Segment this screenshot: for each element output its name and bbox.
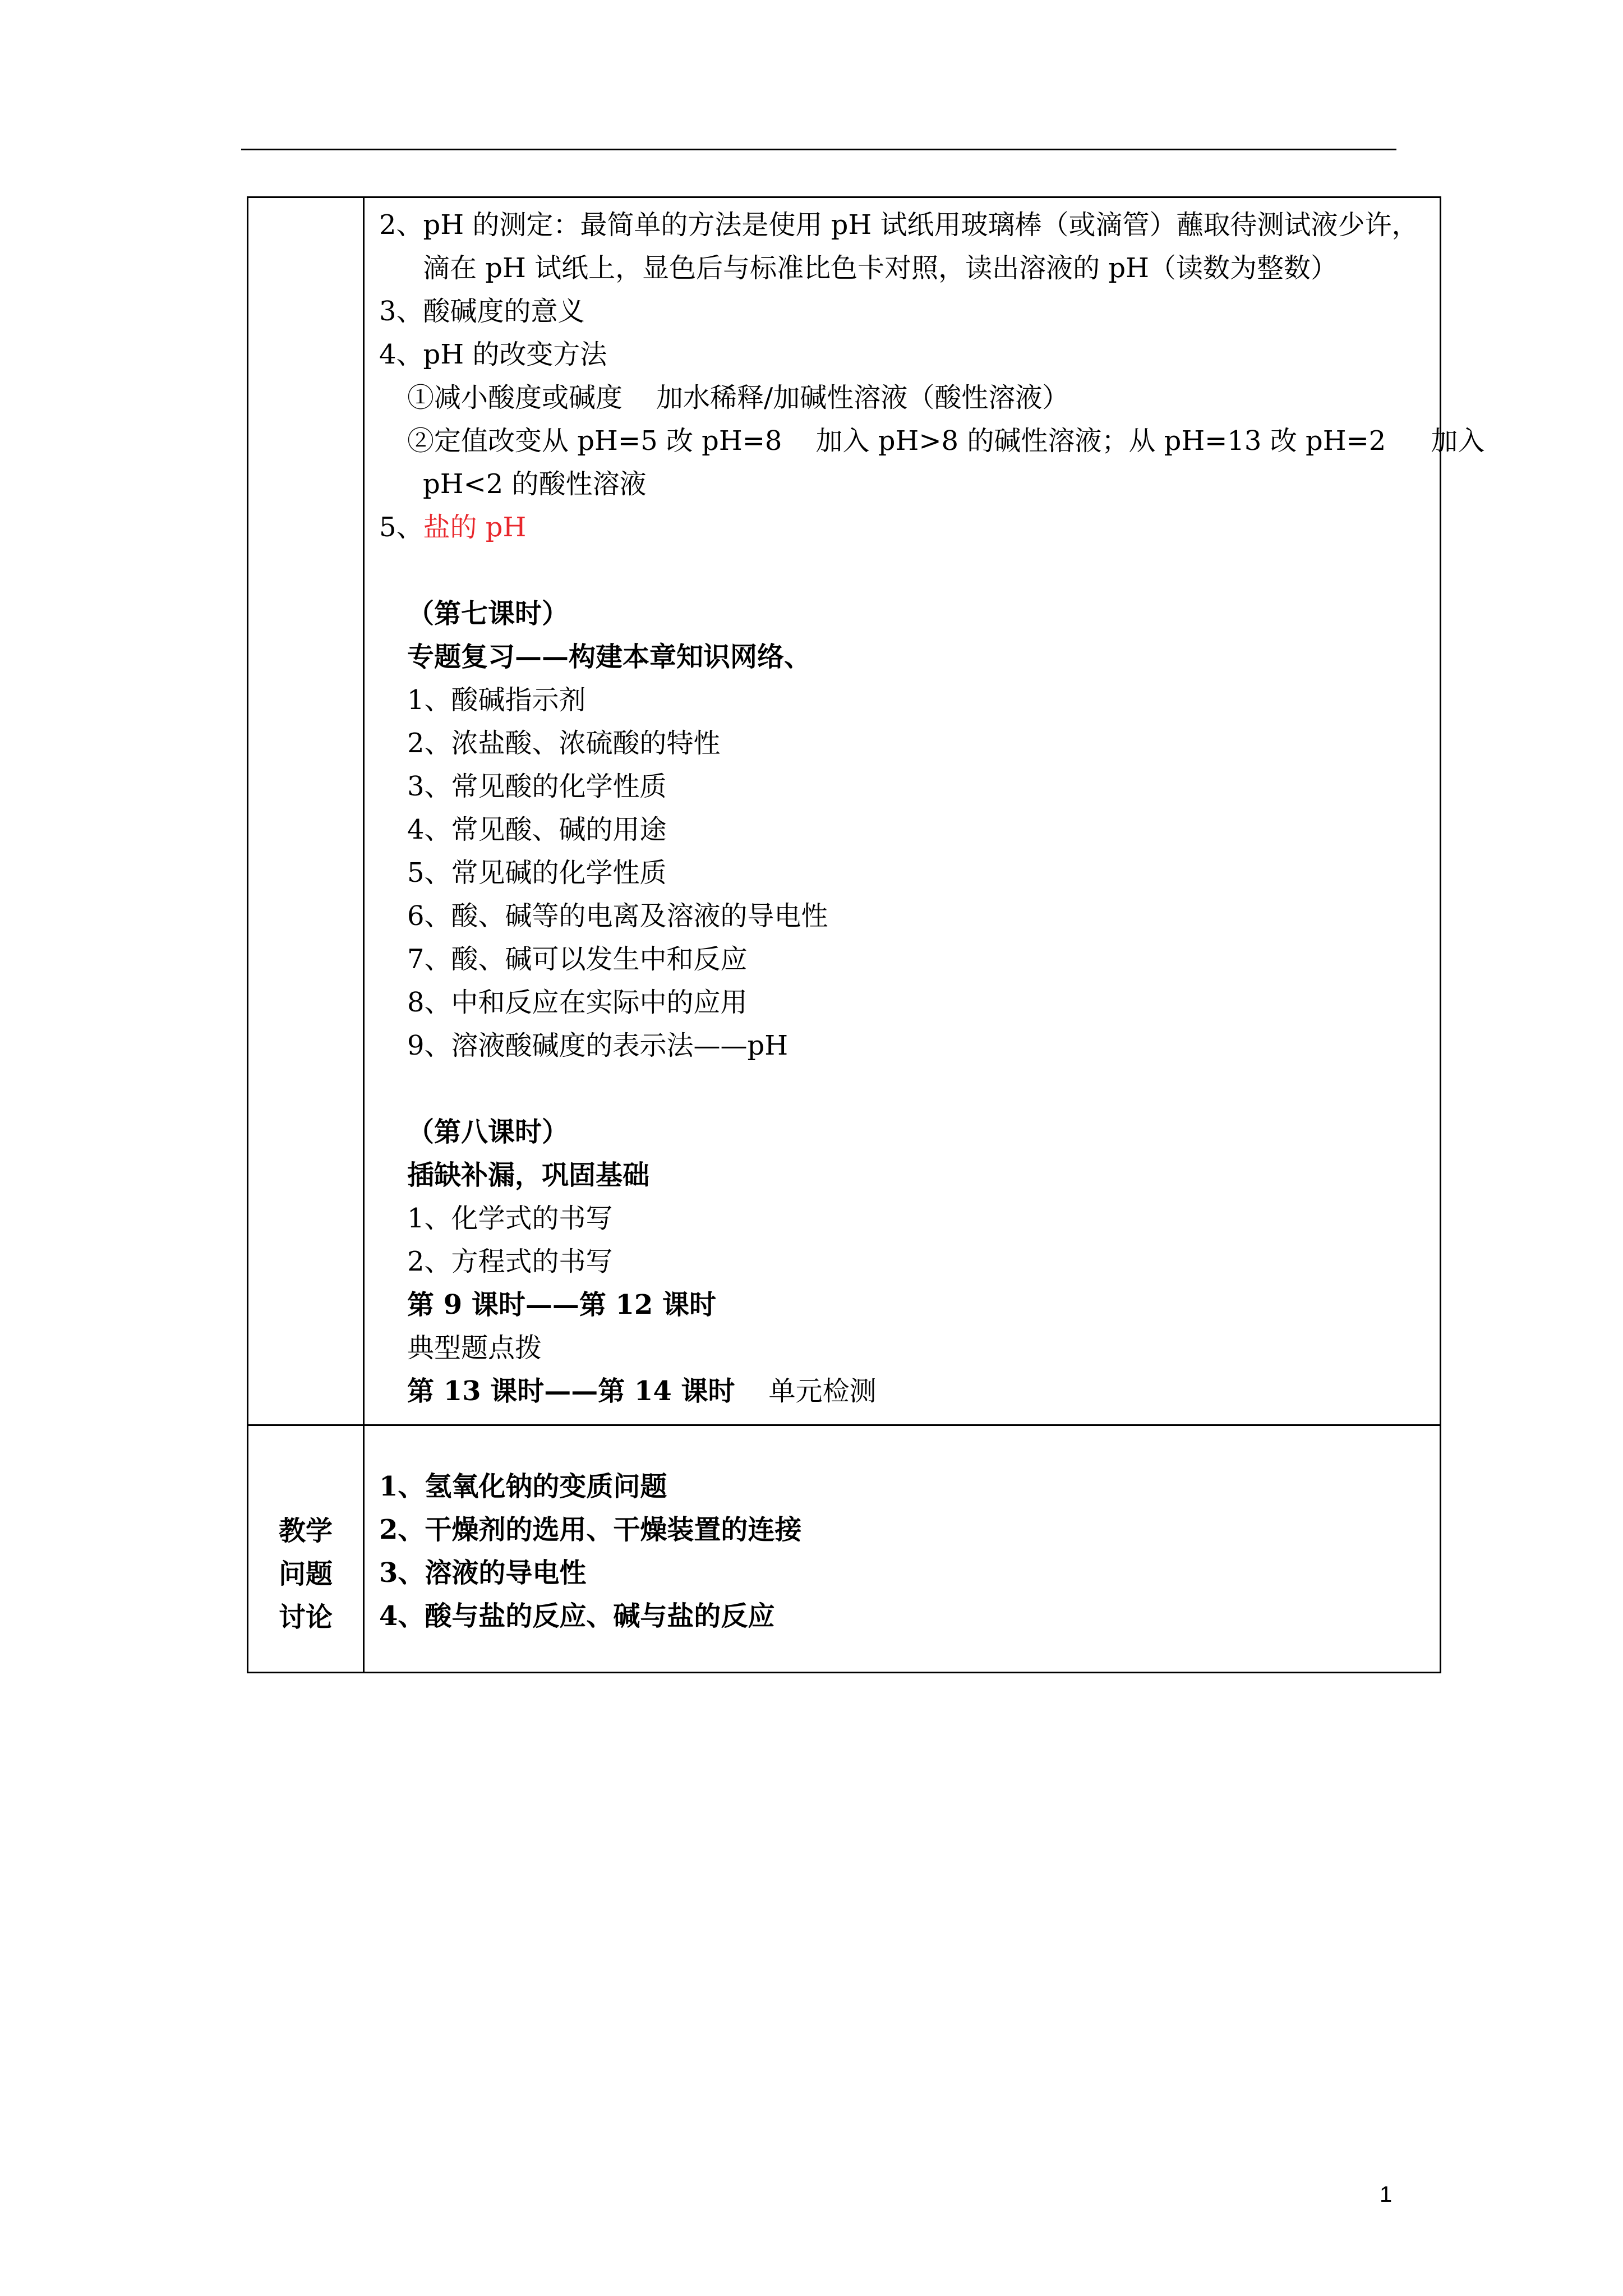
discussion-label-2: 问题	[278, 1558, 333, 1590]
list-item: 1、酸碱指示剂	[407, 684, 586, 716]
ph-change-method-1	[379, 376, 1423, 420]
discussion-label-cell	[248, 1425, 364, 1673]
method-2-detail: 加入 pH>8 的碱性溶液；从 pH=13 改 pH=2	[815, 425, 1386, 457]
discussion-content-cell	[364, 1425, 1441, 1673]
ph-meaning-line: 3、酸碱度的意义	[379, 296, 585, 327]
list-item: 8、中和反应在实际中的应用	[407, 987, 748, 1018]
list-item: 2、方程式的书写	[407, 1246, 613, 1277]
discussion-label-3: 讨论	[278, 1601, 333, 1633]
list-item: 9、溶液酸碱度的表示法——pH	[407, 1030, 789, 1061]
lesson13-14-title: 第 13 课时——第 14 课时	[407, 1375, 735, 1407]
list-item: 6、酸、碱等的电离及溶液的导电性	[407, 900, 828, 932]
salt-ph-line	[379, 506, 1423, 549]
list-item: 7、酸、碱可以发生中和反应	[407, 944, 748, 975]
lesson7-heading: （第七课时）	[407, 598, 569, 629]
discussion-item: 4、酸与盐的反应、碱与盐的反应	[379, 1600, 775, 1632]
list-item: 1、化学式的书写	[407, 1203, 613, 1234]
page-number: 1	[1380, 2182, 1393, 2207]
lesson13-14-body: 单元检测	[768, 1375, 877, 1407]
lesson9-12-body: 典型题点拨	[407, 1332, 542, 1364]
ph-measure-line-2: 滴在 pH 试纸上，显色后与标准比色卡对照，读出溶液的 pH（读数为整数）	[423, 252, 1338, 284]
lesson8-heading: （第八课时）	[407, 1116, 569, 1148]
discussion-item: 1、氢氧化钠的变质问题	[379, 1471, 667, 1502]
lesson-plan-table	[247, 196, 1485, 1673]
ph-change-method-2-cont: pH<2 的酸性溶液	[423, 468, 647, 500]
header-rule	[241, 149, 1396, 150]
list-item: 3、常见酸的化学性质	[407, 771, 667, 802]
lesson13-14-line	[379, 1370, 1423, 1413]
ph-change-heading: 4、pH 的改变方法	[379, 339, 607, 370]
salt-ph-text: 盐的 pH	[423, 512, 527, 543]
lesson8-subheading: 插缺补漏，巩固基础	[407, 1159, 650, 1191]
discussion-row	[248, 1425, 1441, 1673]
method-2-tail: 加入	[1431, 425, 1485, 457]
list-item: 4、常见酸、碱的用途	[407, 814, 667, 845]
list-item: 5、常见碱的化学性质	[407, 857, 667, 889]
discussion-label-1: 教学	[278, 1515, 333, 1547]
left-label-cell-empty	[248, 197, 364, 1425]
method-1-detail: 加水稀释/加碱性溶液（酸性溶液）	[656, 382, 1069, 413]
method-1-label: ①减小酸度或碱度	[407, 382, 623, 413]
discussion-item: 2、干燥剂的选用、干燥装置的连接	[379, 1514, 802, 1545]
content-row	[248, 197, 1441, 1425]
list-item: 2、浓盐酸、浓硫酸的特性	[407, 728, 721, 759]
discussion-item: 3、溶液的导电性	[379, 1557, 587, 1589]
method-2-label: ②定值改变从 pH=5 改 pH=8	[407, 425, 782, 457]
salt-ph-number: 5、	[379, 512, 423, 543]
ph-change-method-2	[379, 420, 1485, 463]
ph-measure-line-1: 2、pH 的测定：最简单的方法是使用 pH 试纸用玻璃棒（或滴管）蘸取待测试液少许，	[379, 209, 1419, 241]
lesson7-subheading: 专题复习——构建本章知识网络、	[407, 641, 811, 673]
lesson9-12-title: 第 9 课时——第 12 课时	[407, 1289, 717, 1320]
content-cell	[364, 197, 1485, 1425]
